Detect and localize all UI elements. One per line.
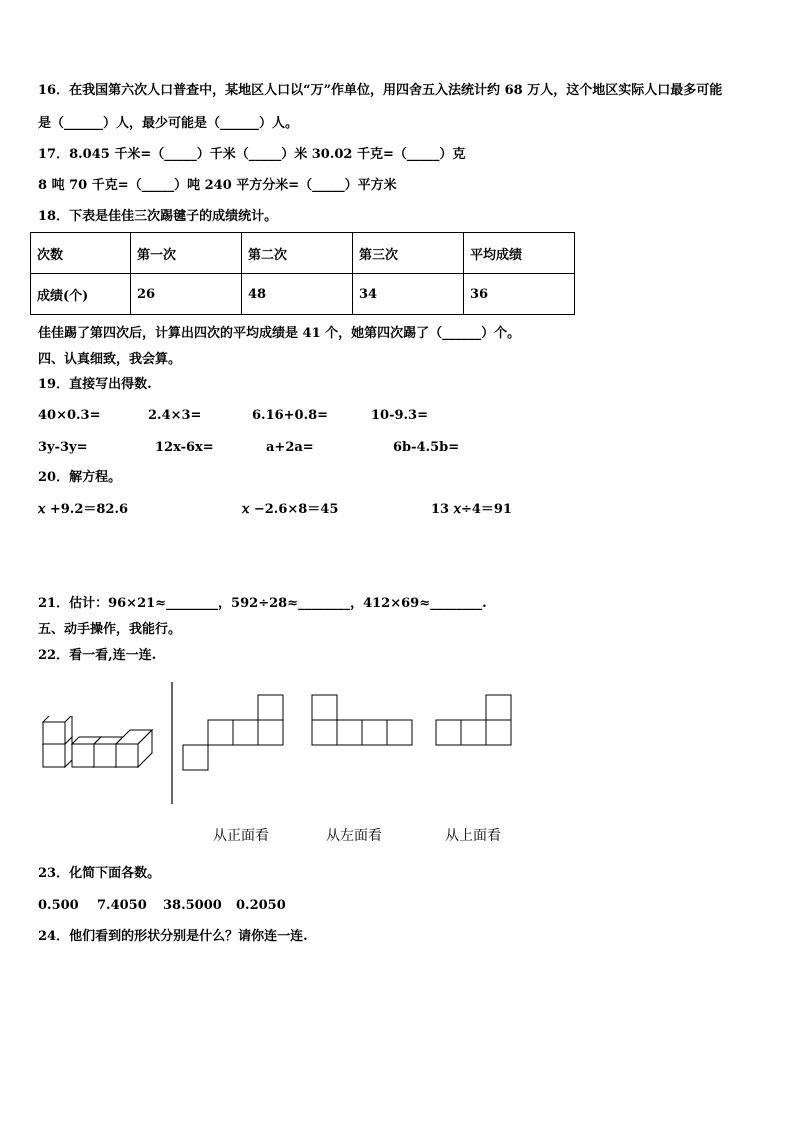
table-cell: 第一次 xyxy=(131,233,242,274)
q18-after: 佳佳踢了第四次后，计算出四次的平均成绩是 41 个，她第四次踢了（______）个。 xyxy=(38,326,521,341)
table-cell: 成绩(个) xyxy=(31,274,131,315)
view-label-top: 从上面看 xyxy=(445,828,501,844)
table-cell: 34 xyxy=(353,274,464,315)
number-item: 0.2050 xyxy=(236,898,286,913)
table-cell: 第三次 xyxy=(353,233,464,274)
q17-line2: 8 吨 70 千克=（_____）吨 240 平方分米=（_____）平方米 xyxy=(38,178,397,193)
view-figure-2 xyxy=(311,694,415,750)
cube-assembly-figure xyxy=(40,716,160,776)
table-cell: 次数 xyxy=(31,233,131,274)
equation: 𝑥 +9.2＝82.6 xyxy=(38,502,129,517)
q19-item: a+2a= xyxy=(266,440,314,455)
equation: 𝑥 −2.6×8＝45 xyxy=(242,502,339,517)
q17-line1: 17．8.045 千米=（_____）千米（_____）米 30.02 千克=（_____）克 xyxy=(38,147,466,162)
view-figure-1 xyxy=(182,694,284,774)
number-item: 38.5000 xyxy=(163,898,222,913)
q16-line1: 16．在我国第六次人口普查中，某地区人口以“万”作单位，用四舍五入法统计约 68 万人，这个地区实际人口最多可能 xyxy=(38,83,723,98)
q19-item: 10-9.3= xyxy=(371,408,428,423)
q20-title: 20．解方程。 xyxy=(38,470,122,485)
section4-heading: 四、认真细致，我会算。 xyxy=(38,352,182,367)
score-table xyxy=(30,232,575,315)
q23-title: 23．化简下面各数。 xyxy=(38,866,161,881)
cube-icon xyxy=(43,716,72,744)
number-item: 0.500 xyxy=(38,898,79,913)
equation: 13 𝑥÷4＝91 xyxy=(431,502,512,517)
vertical-divider xyxy=(170,682,174,806)
q19-item: 2.4×3= xyxy=(148,408,202,423)
q24-title: 24．他们看到的形状分别是什么？请你连一连. xyxy=(38,929,308,944)
table-row xyxy=(31,274,575,315)
table-cell: 48 xyxy=(242,274,353,315)
table-cell: 26 xyxy=(131,274,242,315)
q19-item: 6.16+0.8= xyxy=(252,408,329,423)
view-label-front: 从正面看 xyxy=(213,828,269,844)
q16-line2: 是（______）人，最少可能是（______）人。 xyxy=(38,116,299,131)
q19-title: 19．直接写出得数. xyxy=(38,377,152,392)
q19-item: 6b-4.5b= xyxy=(393,440,460,455)
q19-item: 40×0.3= xyxy=(38,408,101,423)
section5-heading: 五、动手操作，我能行。 xyxy=(38,622,182,637)
q21-line: 21．估计：96×21≈________，592÷28≈________，412×69≈________. xyxy=(38,596,487,611)
table-row xyxy=(31,233,575,274)
table-cell: 平均成绩 xyxy=(464,233,575,274)
number-item: 7.4050 xyxy=(97,898,147,913)
view-label-left: 从左面看 xyxy=(326,828,382,844)
table-cell: 36 xyxy=(464,274,575,315)
view-figure-3 xyxy=(435,694,515,750)
cube-icon xyxy=(116,730,152,767)
q18-intro: 18．下表是佳佳三次踢毽子的成绩统计。 xyxy=(38,209,278,224)
q19-item: 12x-6x= xyxy=(155,440,214,455)
q19-item: 3y-3y= xyxy=(38,440,88,455)
table-cell: 第二次 xyxy=(242,233,353,274)
q22-title: 22．看一看,连一连. xyxy=(38,648,157,663)
